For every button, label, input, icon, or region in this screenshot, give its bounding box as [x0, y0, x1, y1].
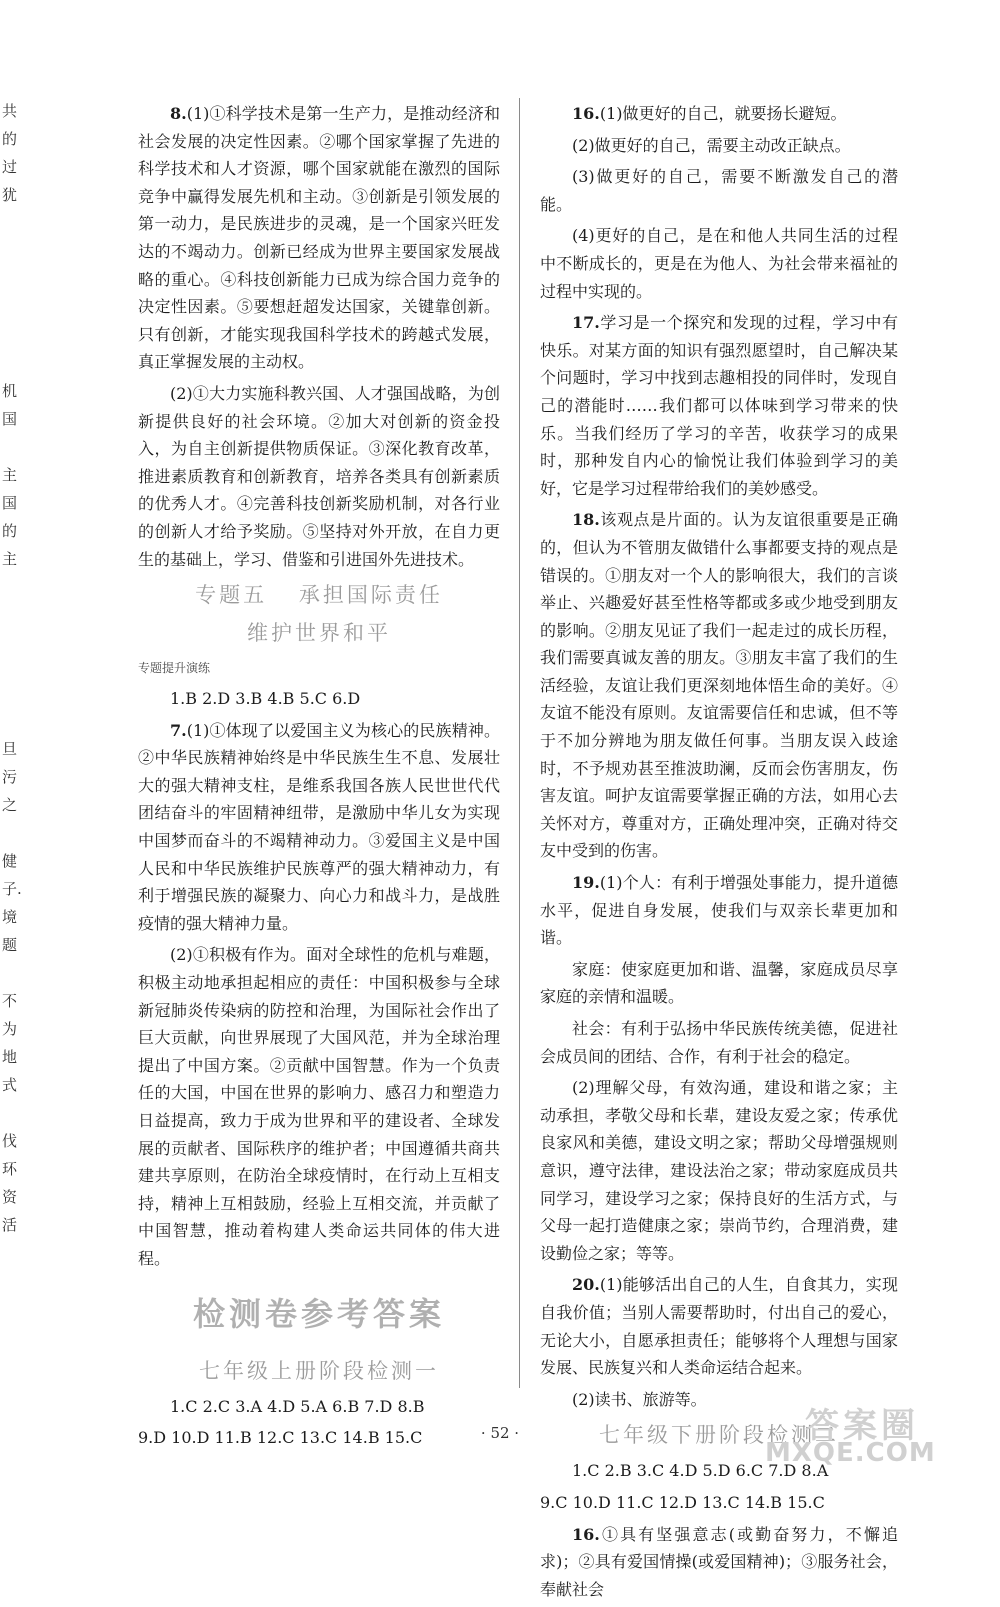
edge-char: 健 [2, 852, 18, 870]
question-16-part-1: 16.(1)做更好的自己，就要扬长避短。 [572, 104, 847, 123]
question-7-part-2: (2)①积极有作为。面对全球性的危机与难题，积极主动地承担起相应的责任：中国积极参与全球新冠肺炎传染病的防控和治理，为国际社会作出了巨大贡献，向世界展现了大国风范，并为全球治理提出了中国方案。②贡献中国智慧。作为一个负责任的大国，中国在世界的影响力、感召力和塑造力日益提高，致力于成为世界和平的建设者、全球发展的贡献者、国际秩序的维护者；中国遵循共商共建共享原则，在防治全球疫情时，在行动上互相支持，精神上互相鼓励，经验上互相交流，并贡献了中国智慧，推动着构建人类命运共同体的伟大进程。 [138, 945, 500, 1268]
question-number: 18. [572, 510, 600, 530]
grade7-first-term-answers-row-1: 1.C 2.C 3.A 4.D 5.A 6.B 7.D 8.B [170, 1396, 425, 1416]
watermark-text-bottom: MXQE.COM [765, 1438, 936, 1468]
question-18: 18.该观点是片面的。认为友谊很重要是正确的，但认为不管朋友做错什么事都要支持的观点是错误的。①朋友对一个人的影响很大，我们的言谈举止、兴趣爱好甚至性格等都或多或少地受到朋友的影响。②朋友见证了我们一起走过的成长历程，我们需要真诚友善的朋友。③朋友丰富了我们的生活经验，友谊让我们更深刻地体悟生命的美好。④友谊不能没有原则。友谊需要信任和忠诚，但不等于不加分辨地为朋友做任何事。当朋友误入歧途时，不予规劝甚至推波助澜，反而会伤害朋友，伤害友谊。呵护友谊需要掌握正确的方法，如用心去关怀对方，尊重对方，正确处理冲突，正确对待交友中受到的伤害。 [540, 510, 898, 861]
grade7-second-term-answers-row-2: 9.C 10.D 11.C 12.D 13.C 14.B 15.C [540, 1492, 825, 1512]
topic-five-title: 专题五 承担国际责任 [195, 583, 443, 608]
edge-char: 旦 [2, 740, 18, 758]
edge-char: 伐 [2, 1132, 18, 1150]
left-column [138, 100, 500, 1456]
question-number: 17. [572, 313, 600, 333]
edge-char: 为 [2, 1020, 18, 1038]
edge-char: 污 [2, 768, 18, 786]
watermark-text-top: 答案圈 [805, 1406, 919, 1446]
edge-char: 资 [2, 1188, 18, 1206]
answers-section-title: 检测卷参考答案 [192, 1294, 445, 1333]
column-divider [519, 98, 520, 1388]
question-number: 7. [170, 720, 187, 740]
topic-five-subtitle: 维护世界和平 [247, 621, 391, 646]
edge-char: 国 [2, 410, 18, 428]
question-19-society: 社会：有利于弘扬中华民族传统美德，促进社会成员间的团结、合作，有利于社会的稳定。 [540, 1019, 898, 1066]
question-16-second-test: 16.①具有坚强意志(或勤奋努力，不懈追求)；②具有爱国情操(或爱国精神)；③服务社会，奉献社会 [540, 1524, 898, 1599]
edge-char: 机 [2, 382, 18, 400]
question-20-part-2: (2)读书、旅游等。 [572, 1389, 707, 1409]
grade7-first-term-test-title: 七年级上册阶段检测一 [199, 1358, 439, 1383]
question-19-part-2: (2)理解父母，有效沟通，建设和谐之家；主动承担，孝敬父母和长辈，建设友爱之家；传承优良家风和美德，建设文明之家；帮助父母增强规则意识，遵守法律，建设法治之家；带动家庭成员共同学习，建设学习之家；保持良好的生活方式，与父母一起打造健康之家；崇尚节约，合理消费，建设勤俭之家；等等。 [540, 1078, 898, 1263]
practice-heading: 专题提升演练 [138, 661, 211, 676]
edge-char: 活 [2, 1216, 18, 1234]
question-7-part-1: 7.(1)①体现了以爱国主义为核心的民族精神。②中华民族精神始终是中华民族生生不息、发展壮大的强大精神支柱，是维系我国各族人民世世代代团结奋斗的牢固精神纽带，是激励中华儿女为实现中国梦而奋斗的不竭精神动力。③爱国主义是中国人民和中华民族维护民族尊严的强大精神动力，有利于增强民族的凝聚力、向心力和战斗力，是战胜疫情的强大精神力量。 [138, 720, 500, 933]
question-19-part-1: 19.(1)个人：有利于增强处事能力，提升道德水平，促进自身发展，使我们与双亲长辈更加和谐。 [540, 873, 898, 948]
multiple-choice-answers: 1.B 2.D 3.B 4.B 5.C 6.D [170, 689, 361, 709]
grade7-second-term-test-title: 七年级下册阶段检测二 [599, 1423, 839, 1448]
edge-char: 主 [2, 550, 18, 568]
edge-char: 子. [2, 880, 22, 898]
question-number: 20. [572, 1275, 600, 1295]
edge-char: 的 [2, 130, 18, 148]
question-16-part-3: (3)做更好的自己，需要不断激发自己的潜能。 [540, 167, 898, 214]
edge-char: 题 [2, 936, 18, 954]
edge-char: 式 [2, 1076, 18, 1094]
edge-char: 犹 [2, 186, 18, 204]
site-watermark-logo [745, 1398, 995, 1468]
question-number: 16. [572, 1524, 600, 1544]
edge-char: 的 [2, 522, 18, 540]
edge-char: 主 [2, 466, 18, 484]
edge-char: 共 [2, 102, 18, 120]
question-number: 8. [170, 104, 187, 123]
grade7-first-term-answers-row-2: 9.D 10.D 11.B 12.C 13.C 14.B 15.C [138, 1428, 423, 1448]
question-17: 17.学习是一个探究和发现的过程，学习中有快乐。对某方面的知识有强烈愿望时，自己解决某个问题时，学习中找到志趣相投的同伴时，发现自己的潜能时……我们都可以体味到学习带来的快乐。当我们经历了学习的辛苦，收获学习的成果时，那种发自内心的愉悦让我们体验到学习的美好，它是学习过程带给我们的美妙感受。 [540, 313, 898, 498]
question-20-part-1: 20.(1)能够活出自己的人生，自食其力，实现自我价值；当别人需要帮助时，付出自己的爱心，无论大小，自愿承担责任；能够将个人理想与国家发展、民族复兴和人类命运结合起来。 [540, 1275, 898, 1378]
edge-char: 过 [2, 158, 18, 176]
page-number: · 52 · [480, 1424, 520, 1442]
question-number: 19. [572, 873, 600, 893]
question-19-family: 家庭：使家庭更加和谐、温馨，家庭成员尽享家庭的亲情和温暖。 [540, 959, 898, 1007]
edge-char: 环 [2, 1160, 18, 1178]
edge-char: 地 [2, 1048, 18, 1066]
question-16-part-2: (2)做更好的自己，需要主动改正缺点。 [572, 135, 851, 155]
question-16-part-4: (4)更好的自己，是在和他人共同生活的过程中不断成长的，更是在为他人、为社会带来福祉的过程中实现的。 [540, 226, 898, 301]
edge-char: 不 [2, 992, 18, 1010]
grade7-second-term-answers-row-1: 1.C 2.B 3.C 4.D 5.D 6.C 7.D 8.A [572, 1461, 829, 1481]
question-number: 16. [572, 104, 600, 123]
question-8-part-1: 8.(1)①科学技术是第一生产力，是推动经济和社会发展的决定性因素。②哪个国家掌握了先进的科学技术和人才资源，哪个国家就能在激烈的国际竞争中赢得发展先机和主动。③创新是引领发展的第一动力，是民族进步的灵魂，是一个国家兴旺发达的不竭动力。创新已经成为世界主要国家发展战略的重心。④科技创新能力已成为综合国力竞争的决定性因素。⑤要想赶超发达国家，关键靠创新。只有创新，才能实现我国科学技术的跨越式发展，真正掌握发展的主动权。 [138, 104, 500, 372]
question-8-part-2: (2)①大力实施科教兴国、人才强国战略，为创新提供良好的社会环境。②加大对创新的资金投入，为自主创新提供物质保证。③深化教育改革，推进素质教育和创新教育，培养各类具有创新素质的优秀人才。④完善科技创新奖励机制，对各行业的创新人才给予奖励。⑤坚持对外开放，在自力更生的基础上，学习、借鉴和引进国外先进技术。 [138, 383, 500, 569]
edge-char: 之 [2, 796, 18, 814]
right-column [540, 100, 898, 1607]
edge-char: 国 [2, 494, 18, 512]
edge-char: 境 [2, 908, 18, 926]
